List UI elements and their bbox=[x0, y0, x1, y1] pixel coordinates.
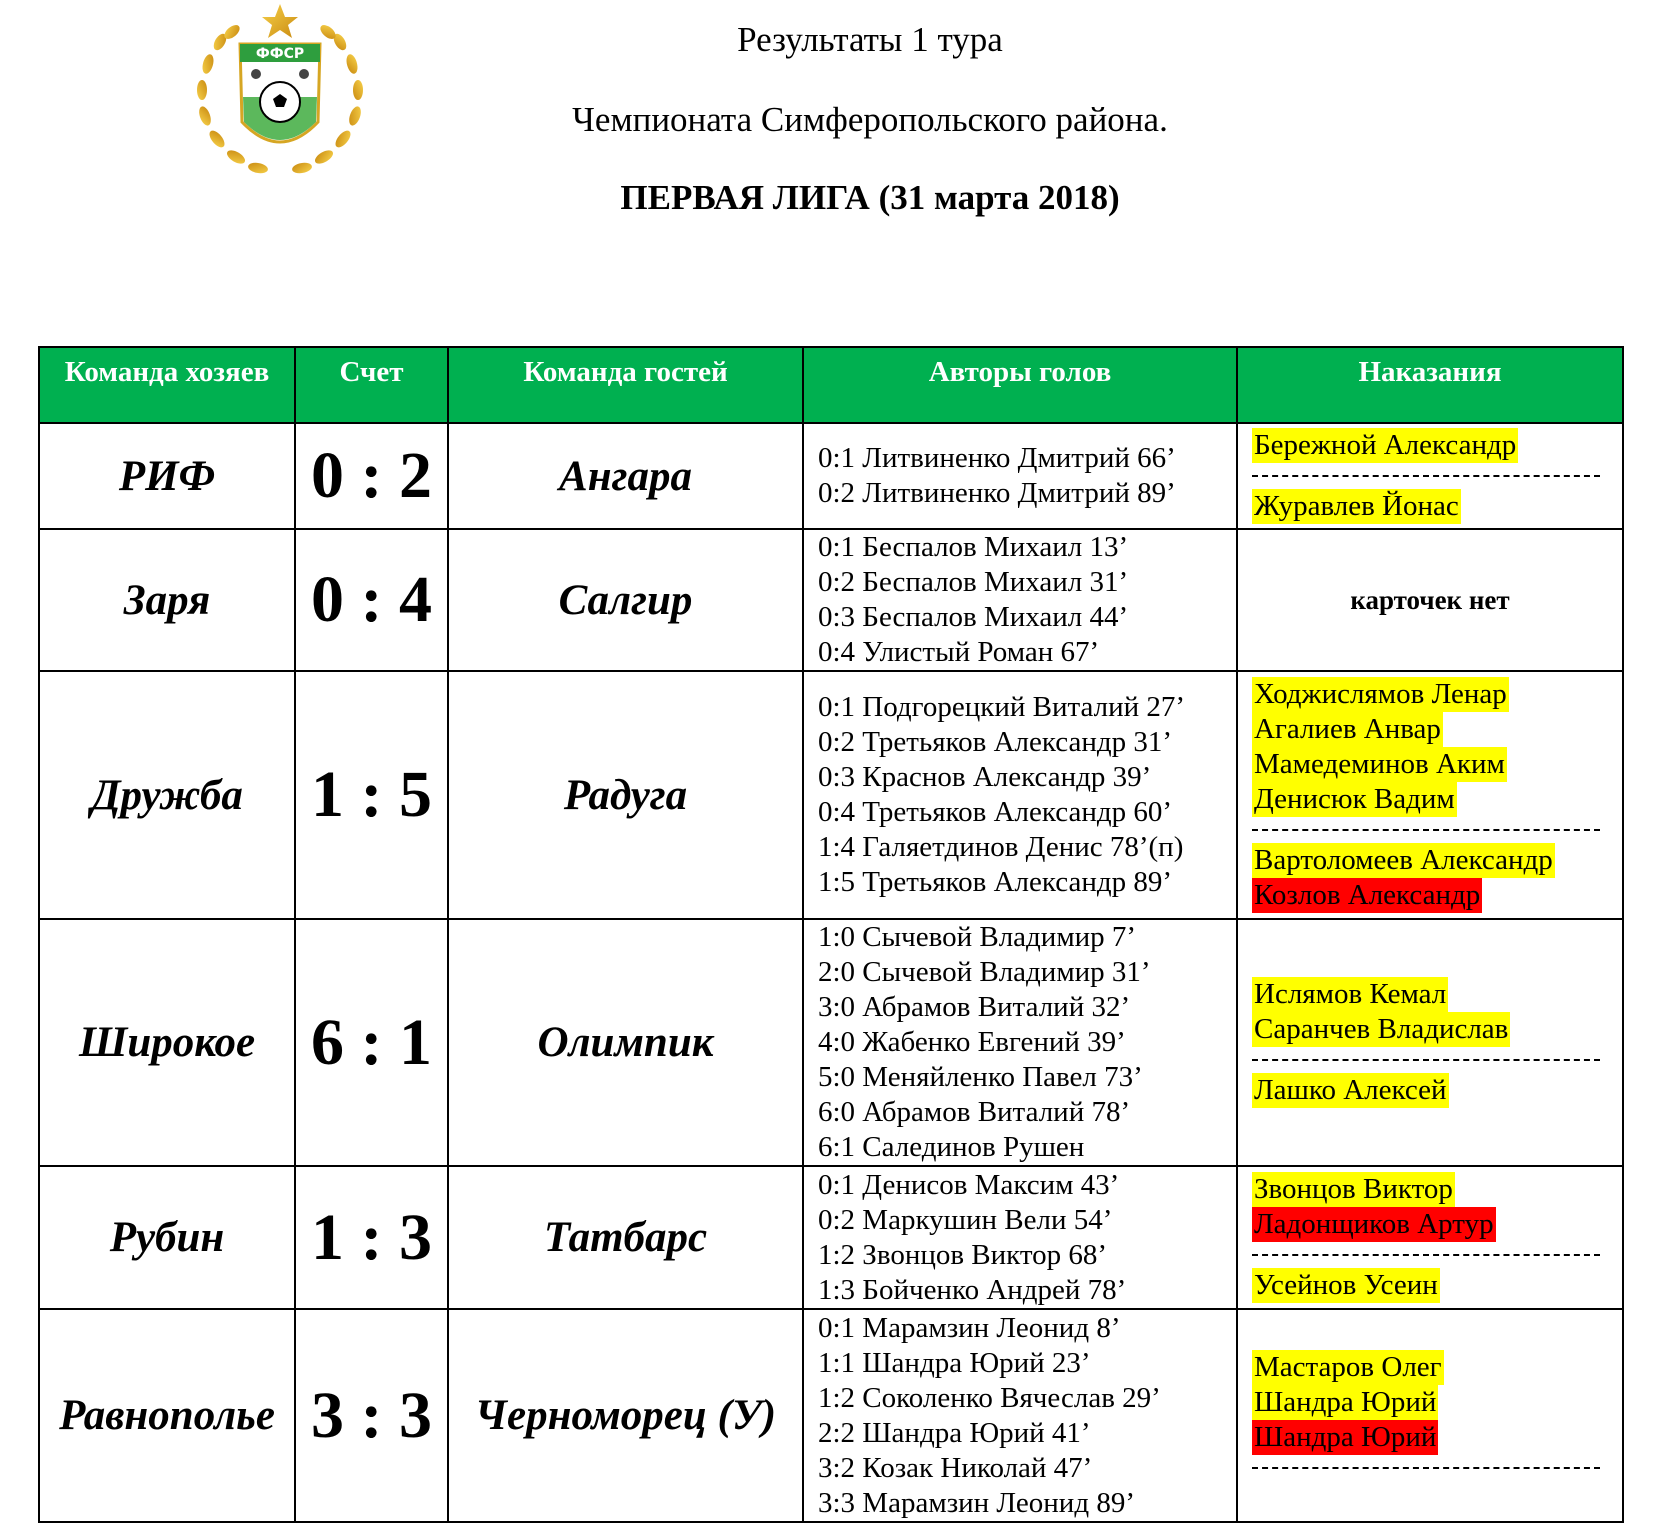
penalty-entry bbox=[1252, 782, 1622, 817]
goal-entry: 6:0 Абрамов Виталий 78’ bbox=[818, 1096, 1131, 1128]
home-team: Широкое bbox=[39, 919, 295, 1166]
home-team: Заря bbox=[39, 529, 295, 671]
table-row bbox=[39, 423, 1623, 529]
penalty-entry bbox=[1252, 1207, 1622, 1242]
goal-entry: 3:2 Козак Николай 47’ bbox=[818, 1451, 1093, 1484]
penalty-entry bbox=[1252, 712, 1622, 747]
results-table bbox=[38, 346, 1624, 1523]
red-card-player: Козлов Александр bbox=[1254, 879, 1481, 911]
match-score: 6 : 1 bbox=[295, 919, 448, 1166]
goal-scorers bbox=[803, 529, 1237, 671]
away-team: Черноморец (У) bbox=[448, 1309, 803, 1522]
col-header-goals: Авторы голов bbox=[803, 347, 1237, 423]
penalties-cell bbox=[1237, 529, 1623, 671]
page-title: Результаты 1 тура bbox=[737, 20, 1003, 59]
goal-entry: 1:2 Звонцов Виктор 68’ bbox=[818, 1238, 1108, 1271]
goal-entry: 1:1 Шандра Юрий 23’ bbox=[818, 1346, 1091, 1379]
match-score: 0 : 4 bbox=[295, 529, 448, 671]
goal-entry: 1:2 Соколенко Вячеслав 29’ bbox=[818, 1381, 1161, 1414]
penalty-entry bbox=[1252, 1073, 1622, 1108]
team-separator bbox=[1252, 1059, 1600, 1061]
goal-entry: 0:4 Третьяков Александр 60’ bbox=[818, 796, 1173, 828]
yellow-card-player: Звонцов Виктор bbox=[1254, 1173, 1453, 1205]
goal-entry: 1:5 Третьяков Александр 89’ bbox=[818, 866, 1173, 898]
yellow-card-player: Шандра Юрий bbox=[1254, 1386, 1437, 1418]
red-card-player: Шандра Юрий bbox=[1254, 1421, 1437, 1453]
team-separator bbox=[1252, 829, 1600, 831]
logo-text: ФФСР bbox=[255, 46, 305, 62]
penalty-entry bbox=[1252, 489, 1622, 524]
penalties-cell bbox=[1237, 919, 1623, 1166]
home-team: Равнополье bbox=[39, 1309, 295, 1522]
penalty-entry bbox=[1252, 747, 1622, 782]
team-separator bbox=[1252, 1467, 1600, 1469]
penalty-entry bbox=[1252, 1350, 1622, 1385]
yellow-card-player: Бережной Александр bbox=[1254, 429, 1517, 461]
page-subtitle: Чемпионата Симферопольского района. bbox=[572, 100, 1168, 139]
goal-scorers bbox=[803, 423, 1237, 529]
yellow-card-player: Денисюк Вадим bbox=[1254, 783, 1455, 815]
team-separator bbox=[1252, 1254, 1600, 1256]
no-cards-text: карточек нет bbox=[1350, 584, 1510, 615]
goal-entry: 0:4 Улистый Роман 67’ bbox=[818, 636, 1100, 668]
penalties-cell bbox=[1237, 1309, 1623, 1522]
penalty-entry bbox=[1252, 1420, 1622, 1455]
goal-entry: 4:0 Жабенко Евгений 39’ bbox=[818, 1026, 1126, 1058]
goal-scorers bbox=[803, 1166, 1237, 1309]
match-score: 3 : 3 bbox=[295, 1309, 448, 1522]
match-score: 1 : 3 bbox=[295, 1166, 448, 1309]
yellow-card-player: Журавлев Йонас bbox=[1254, 490, 1459, 522]
goal-entry: 3:3 Марамзин Леонид 89’ bbox=[818, 1486, 1135, 1519]
goal-entry: 2:0 Сычевой Владимир 31’ bbox=[818, 956, 1151, 988]
goal-entry: 0:2 Маркушин Вели 54’ bbox=[818, 1203, 1113, 1236]
red-card-player: Ладонщиков Артур bbox=[1254, 1208, 1494, 1240]
penalty-entry bbox=[1252, 878, 1622, 913]
goal-entry: 2:2 Шандра Юрий 41’ bbox=[818, 1416, 1091, 1449]
goal-scorers bbox=[803, 919, 1237, 1166]
col-header-home: Команда хозяев bbox=[39, 347, 295, 423]
table-row bbox=[39, 529, 1623, 671]
goal-entry: 0:2 Литвиненко Дмитрий 89’ bbox=[818, 477, 1176, 509]
penalty-entry bbox=[1252, 1385, 1622, 1420]
goal-entry: 0:1 Денисов Максим 43’ bbox=[818, 1168, 1120, 1201]
goal-entry: 0:1 Беспалов Михаил 13’ bbox=[818, 531, 1129, 563]
col-header-penalties: Наказания bbox=[1237, 347, 1623, 423]
home-team: РИФ bbox=[39, 423, 295, 529]
away-team: Радуга bbox=[448, 671, 803, 919]
goal-entry: 0:3 Краснов Александр 39’ bbox=[818, 761, 1152, 793]
team-separator bbox=[1252, 475, 1600, 477]
table-row bbox=[39, 1166, 1623, 1309]
goal-entry: 0:1 Подгорецкий Виталий 27’ bbox=[818, 691, 1186, 723]
match-score: 0 : 2 bbox=[295, 423, 448, 529]
yellow-card-player: Усейнов Усеин bbox=[1254, 1269, 1438, 1301]
yellow-card-player: Саранчев Владислав bbox=[1254, 1013, 1509, 1045]
away-team: Олимпик bbox=[448, 919, 803, 1166]
goal-entry: 0:3 Беспалов Михаил 44’ bbox=[818, 601, 1129, 633]
match-score: 1 : 5 bbox=[295, 671, 448, 919]
penalty-entry bbox=[1252, 843, 1622, 878]
table-row bbox=[39, 671, 1623, 919]
penalties-cell bbox=[1237, 423, 1623, 529]
goal-entry: 1:3 Бойченко Андрей 78’ bbox=[818, 1273, 1127, 1306]
yellow-card-player: Мастаров Олег bbox=[1254, 1351, 1442, 1383]
goal-entry: 5:0 Меняйленко Павел 73’ bbox=[818, 1061, 1143, 1093]
yellow-card-player: Вартоломеев Александр bbox=[1254, 844, 1553, 876]
penalty-entry bbox=[1252, 428, 1622, 463]
away-team: Ангара bbox=[448, 423, 803, 529]
goal-entry: 3:0 Абрамов Виталий 32’ bbox=[818, 991, 1131, 1023]
goal-entry: 1:0 Сычевой Владимир 7’ bbox=[818, 921, 1137, 953]
goal-entry: 6:1 Салединов Рушен bbox=[818, 1131, 1085, 1163]
penalties-cell bbox=[1237, 671, 1623, 919]
goal-entry: 1:4 Галяетдинов Денис 78’(п) bbox=[818, 831, 1184, 863]
home-team: Дружба bbox=[39, 671, 295, 919]
goal-scorers bbox=[803, 671, 1237, 919]
yellow-card-player: Ислямов Кемал bbox=[1254, 978, 1447, 1010]
away-team: Салгир bbox=[448, 529, 803, 671]
penalties-cell bbox=[1237, 1166, 1623, 1309]
penalty-entry bbox=[1252, 977, 1622, 1012]
table-row bbox=[39, 919, 1623, 1166]
table-header-row bbox=[39, 347, 1623, 423]
col-header-score: Счет bbox=[295, 347, 448, 423]
goal-entry: 0:2 Беспалов Михаил 31’ bbox=[818, 566, 1129, 598]
penalty-entry bbox=[1252, 677, 1622, 712]
table-row bbox=[39, 1309, 1623, 1522]
penalty-entry bbox=[1252, 1012, 1622, 1047]
goal-scorers bbox=[803, 1309, 1237, 1522]
col-header-away: Команда гостей bbox=[448, 347, 803, 423]
penalty-entry bbox=[1252, 1268, 1622, 1303]
goal-entry: 0:1 Марамзин Леонид 8’ bbox=[818, 1311, 1121, 1344]
home-team: Рубин bbox=[39, 1166, 295, 1309]
goal-entry: 0:2 Третьяков Александр 31’ bbox=[818, 726, 1173, 758]
yellow-card-player: Лашко Алексей bbox=[1254, 1074, 1447, 1106]
away-team: Татбарс bbox=[448, 1166, 803, 1309]
yellow-card-player: Агалиев Анвар bbox=[1254, 713, 1441, 745]
penalty-entry bbox=[1252, 1172, 1622, 1207]
yellow-card-player: Мамедеминов Аким bbox=[1254, 748, 1505, 780]
goal-entry: 0:1 Литвиненко Дмитрий 66’ bbox=[818, 442, 1176, 474]
league-date-title: ПЕРВАЯ ЛИГА (31 марта 2018) bbox=[620, 178, 1120, 217]
yellow-card-player: Ходжислямов Ленар bbox=[1254, 678, 1507, 710]
